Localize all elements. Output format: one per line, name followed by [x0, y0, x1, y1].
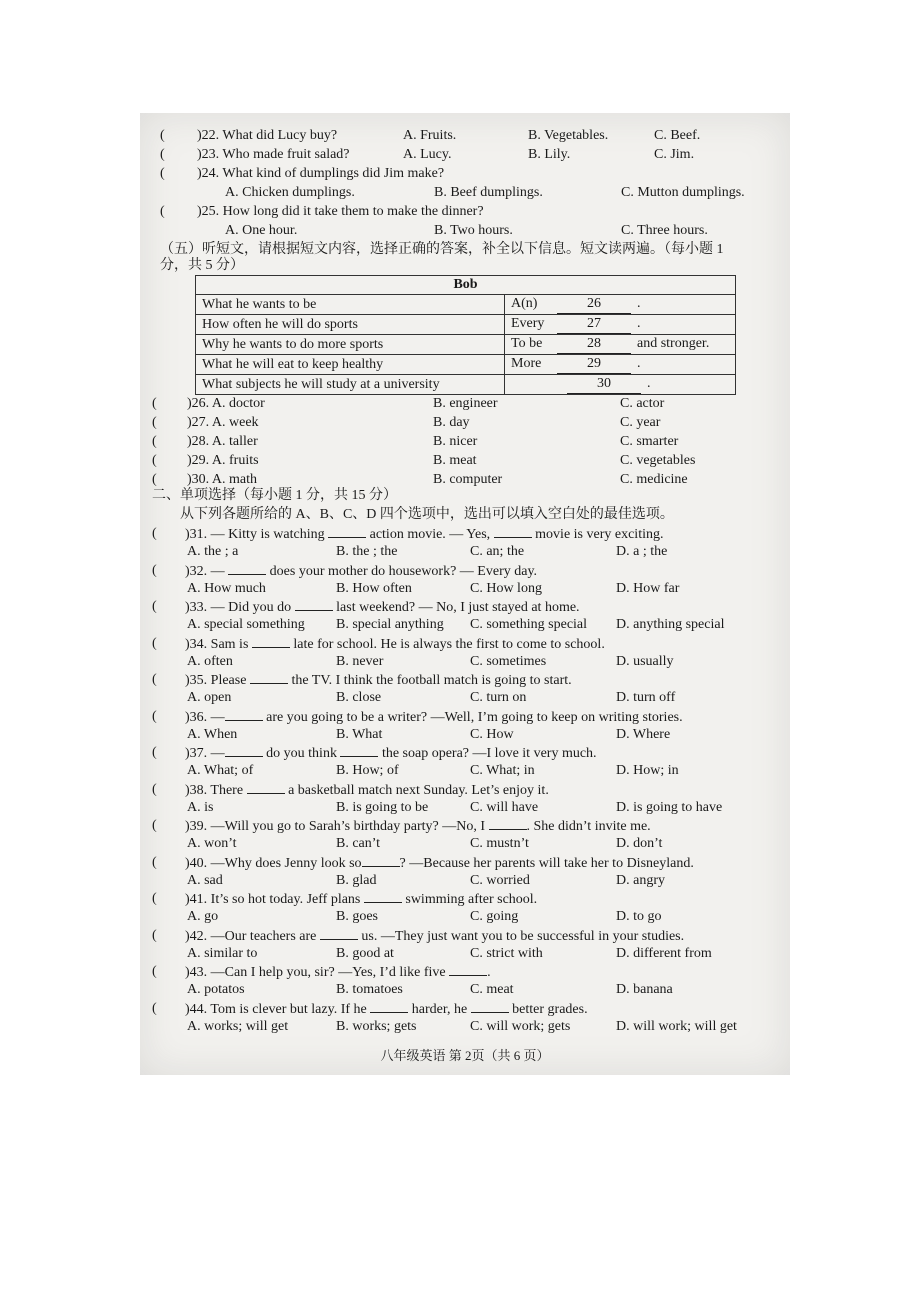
option-b: B. meat	[433, 453, 477, 468]
option-a: A. the ; a	[187, 544, 239, 559]
stem-text: better grades.	[508, 1002, 588, 1017]
question-33	[140, 597, 790, 616]
stem-text: )31. — Kitty is watching	[185, 527, 329, 542]
question-stem: )28. A. taller	[187, 434, 258, 449]
section-5-heading-cont	[140, 256, 790, 275]
option-a: A. is	[187, 800, 214, 815]
question-stem	[185, 999, 588, 1019]
page-footer: 八年级英语 第 2页（共 6 页）	[380, 1048, 550, 1063]
table-row	[196, 375, 736, 395]
answer-prefix: A(n)	[511, 296, 538, 311]
option-d: D. usually	[616, 654, 674, 669]
question-stem: )29. A. fruits	[187, 453, 259, 468]
row-label: How often he will do sports	[196, 315, 505, 335]
answer-blank	[471, 999, 509, 1013]
stem-text: )34. Sam is	[185, 637, 252, 652]
answer-paren: (	[152, 563, 157, 578]
option-b: B. special anything	[336, 617, 444, 632]
answer-blank	[225, 707, 263, 721]
option-a: A. won’t	[187, 836, 237, 851]
stem-text: action movie. — Yes,	[366, 527, 494, 542]
option-d: D. Where	[616, 727, 671, 742]
question-stem	[185, 634, 605, 654]
option-b: B. goes	[336, 909, 378, 924]
stem-text: are you going to be a writer? —Well, I’m going to keep on writing stories.	[262, 710, 683, 725]
stem-text: the TV. I think the football match is going to start.	[287, 673, 572, 688]
option-d: D. a ; the	[616, 544, 668, 559]
stem-text: )35. Please	[185, 673, 250, 688]
question-39	[140, 816, 790, 835]
section-instruction: 从下列各题所给的 A、B、C、D 四个选项中，选出可以填入空白处的最佳选项。	[180, 507, 674, 522]
option-a: A. How much	[187, 581, 266, 596]
stem-text: . She didn’t invite me.	[526, 819, 651, 834]
exam-page	[140, 113, 790, 1075]
answer-prefix: Every	[511, 316, 545, 331]
option-c: C. sometimes	[470, 654, 547, 669]
answer-paren: (	[152, 396, 157, 411]
bob-info-table	[195, 275, 736, 395]
option-b: B. How often	[336, 581, 412, 596]
answer-paren: (	[152, 453, 157, 468]
stem-text: movie is very exciting.	[531, 527, 664, 542]
table-row	[196, 355, 736, 375]
answer-paren: (	[152, 434, 157, 449]
question-stem	[185, 816, 651, 836]
option-d: D. don’t	[616, 836, 663, 851]
question-32	[140, 561, 790, 580]
option-b: B. works; gets	[336, 1019, 417, 1034]
answer-blank	[489, 816, 527, 830]
answer-prefix: To be	[511, 336, 543, 351]
section-heading: 二、单项选择（每小题 1 分，共 15 分）	[152, 488, 397, 503]
stem-text: last weekend? — No, I just stayed at home.	[332, 600, 580, 615]
blank-number: 28	[557, 335, 631, 354]
table-row	[196, 295, 736, 315]
question-stem: )24. What kind of dumplings did Jim make?	[197, 166, 445, 181]
option-d: D. is going to have	[616, 800, 723, 815]
option-b: B. How; of	[336, 763, 399, 778]
option-b: B. Vegetables.	[528, 128, 609, 143]
option-c: C. What; in	[470, 763, 535, 778]
question-42-options	[140, 944, 790, 963]
row-label: Why he wants to do more sports	[196, 335, 505, 355]
answer-paren: (	[152, 855, 157, 870]
question-42	[140, 926, 790, 945]
blank-number: 30	[567, 375, 641, 394]
answer-paren: (	[152, 891, 157, 906]
answer-paren: (	[152, 472, 157, 487]
question-stem	[185, 780, 549, 800]
stem-text: )39. —Will you go to Sarah’s birthday party? —No, I	[185, 819, 489, 834]
answer-blank	[364, 889, 402, 903]
question-44-options	[140, 1017, 790, 1036]
option-c: C. How long	[470, 581, 542, 596]
question-37-options	[140, 761, 790, 780]
option-c: C. will have	[470, 800, 539, 815]
stem-text: )32. —	[185, 564, 229, 579]
option-d: D. turn off	[616, 690, 676, 705]
option-d: D. will work; will get	[616, 1019, 737, 1034]
row-answer	[505, 375, 736, 395]
answer-blank	[449, 962, 487, 976]
section-heading: 分，共 5 分）	[160, 258, 244, 273]
row-answer	[505, 315, 736, 335]
answer-blank	[250, 670, 288, 684]
option-b: B. computer	[433, 472, 503, 487]
question-stem: )23. Who made fruit salad?	[197, 147, 350, 162]
option-a: A. works; will get	[187, 1019, 289, 1034]
question-stem: )30. A. math	[187, 472, 257, 487]
table-row	[196, 315, 736, 335]
answer-paren: (	[152, 928, 157, 943]
option-a: A. Lucy.	[403, 147, 452, 162]
question-stem	[185, 524, 663, 544]
blank-number: 27	[557, 315, 631, 334]
question-33-options	[140, 615, 790, 634]
stem-text: .	[487, 965, 491, 980]
option-a: A. potatos	[187, 982, 245, 997]
option-d: D. to go	[616, 909, 662, 924]
question-stem	[185, 962, 491, 982]
question-43-options	[140, 980, 790, 999]
option-b: B. never	[336, 654, 384, 669]
stem-text: does your mother do housework? — Every day.	[266, 564, 538, 579]
stem-text: do you think	[262, 746, 341, 761]
option-b: B. is going to be	[336, 800, 429, 815]
option-c: C. Jim.	[654, 147, 695, 162]
stem-text: )43. —Can I help you, sir? —Yes, I’d like five	[185, 965, 450, 980]
option-c: C. Beef.	[654, 128, 701, 143]
option-b: B. Beef dumplings.	[434, 185, 543, 200]
option-a: A. often	[187, 654, 233, 669]
answer-suffix: .	[647, 376, 651, 391]
stem-text: )33. — Did you do	[185, 600, 295, 615]
option-d: D. How; in	[616, 763, 679, 778]
option-c: C. actor	[620, 396, 665, 411]
question-stem: )26. A. doctor	[187, 396, 265, 411]
answer-paren: (	[152, 964, 157, 979]
question-41-options	[140, 907, 790, 926]
question-34	[140, 634, 790, 653]
section-heading: （五）听短文，请根据短文内容，选择正确的答案，补全以下信息。短文读两遍。（每小题 1	[160, 242, 724, 257]
question-27	[140, 413, 790, 432]
answer-blank	[225, 743, 263, 757]
option-c: C. How	[470, 727, 514, 742]
question-stem	[185, 707, 683, 727]
question-38	[140, 780, 790, 799]
stem-text: )42. —Our teachers are	[185, 929, 320, 944]
stem-text: late for school. He is always the first to come to school.	[289, 637, 605, 652]
row-label: What he wants to be	[196, 295, 505, 315]
option-a: A. open	[187, 690, 232, 705]
option-b: B. Two hours.	[434, 223, 513, 238]
option-b: B. nicer	[433, 434, 478, 449]
stem-text: )37. —	[185, 746, 225, 761]
question-stem: )22. What did Lucy buy?	[197, 128, 338, 143]
answer-paren: (	[152, 782, 157, 797]
question-25-options	[140, 221, 790, 240]
row-answer	[505, 355, 736, 375]
answer-blank	[328, 524, 366, 538]
question-stem	[185, 670, 572, 690]
question-23	[140, 145, 790, 164]
stem-text: )41. It’s so hot today. Jeff plans	[185, 892, 364, 907]
question-stem	[185, 561, 537, 581]
question-36-options	[140, 725, 790, 744]
question-25	[140, 202, 790, 221]
option-b: B. tomatoes	[336, 982, 403, 997]
option-d: D. different from	[616, 946, 712, 961]
answer-paren: (	[160, 147, 165, 162]
option-a: A. sad	[187, 873, 223, 888]
option-a: A. One hour.	[225, 223, 298, 238]
stem-text: )36. —	[185, 710, 225, 725]
answer-blank	[247, 780, 285, 794]
option-c: C. mustn’t	[470, 836, 529, 851]
option-c: C. Three hours.	[621, 223, 708, 238]
option-c: C. worried	[470, 873, 530, 888]
question-36	[140, 707, 790, 726]
question-stem: )25. How long did it take them to make the dinner?	[197, 204, 484, 219]
answer-suffix: .	[637, 316, 641, 331]
answer-blank	[320, 926, 358, 940]
option-a: A. go	[187, 909, 219, 924]
stem-text: a basketball match next Sunday. Let’s enjoy it.	[284, 783, 549, 798]
option-a: A. similar to	[187, 946, 258, 961]
option-c: C. medicine	[620, 472, 688, 487]
stem-text: the soap opera? —I love it very much.	[378, 746, 597, 761]
answer-paren: (	[152, 672, 157, 687]
option-b: B. good at	[336, 946, 394, 961]
question-stem	[185, 743, 597, 763]
answer-paren: (	[152, 636, 157, 651]
question-38-options	[140, 798, 790, 817]
stem-text: swimming after school.	[401, 892, 538, 907]
answer-prefix: More	[511, 356, 542, 371]
section-2-heading	[140, 486, 790, 505]
stem-text: )38. There	[185, 783, 247, 798]
answer-blank	[228, 561, 266, 575]
question-41	[140, 889, 790, 908]
stem-text: )44. Tom is clever but lazy. If he	[185, 1002, 371, 1017]
question-29	[140, 451, 790, 470]
option-b: B. day	[433, 415, 470, 430]
question-24	[140, 164, 790, 183]
option-a: A. special something	[187, 617, 305, 632]
question-35	[140, 670, 790, 689]
option-c: C. year	[620, 415, 661, 430]
answer-paren: (	[152, 526, 157, 541]
question-26	[140, 394, 790, 413]
option-b: B. What	[336, 727, 383, 742]
question-40-options	[140, 871, 790, 890]
question-34-options	[140, 652, 790, 671]
table-row	[196, 335, 736, 355]
question-stem	[185, 889, 537, 909]
option-c: C. going	[470, 909, 519, 924]
question-31	[140, 524, 790, 543]
option-c: C. smarter	[620, 434, 679, 449]
question-28	[140, 432, 790, 451]
answer-paren: (	[152, 818, 157, 833]
blank-number: 26	[557, 295, 631, 314]
option-d: D. banana	[616, 982, 673, 997]
question-37	[140, 743, 790, 762]
option-d: D. angry	[616, 873, 665, 888]
stem-text: us. —They just want you to be successful in your studies.	[357, 929, 685, 944]
option-b: B. the ; the	[336, 544, 398, 559]
option-b: B. can’t	[336, 836, 381, 851]
question-stem	[185, 853, 694, 873]
answer-blank	[295, 597, 333, 611]
option-b: B. close	[336, 690, 382, 705]
answer-blank	[494, 524, 532, 538]
answer-suffix: .	[637, 296, 641, 311]
answer-blank	[362, 853, 400, 867]
row-label: What subjects he will study at a university	[196, 375, 505, 395]
question-32-options	[140, 579, 790, 598]
answer-paren: (	[160, 128, 165, 143]
question-stem	[185, 597, 580, 617]
option-c: C. meat	[470, 982, 514, 997]
stem-text: ? —Because her parents will take her to Disneyland.	[399, 856, 694, 871]
section-2-instruction	[140, 505, 790, 524]
answer-paren: (	[152, 415, 157, 430]
question-35-options	[140, 688, 790, 707]
question-22	[140, 126, 790, 145]
option-b: B. Lily.	[528, 147, 571, 162]
option-c: C. strict with	[470, 946, 543, 961]
answer-paren: (	[152, 745, 157, 760]
answer-paren: (	[160, 166, 165, 181]
option-c: C. an; the	[470, 544, 525, 559]
answer-paren: (	[152, 1001, 157, 1016]
answer-paren: (	[160, 204, 165, 219]
option-a: A. Fruits.	[403, 128, 457, 143]
answer-blank	[340, 743, 378, 757]
answer-paren: (	[152, 599, 157, 614]
row-answer	[505, 295, 736, 315]
question-44	[140, 999, 790, 1018]
answer-suffix: .	[637, 356, 641, 371]
option-c: C. something special	[470, 617, 588, 632]
answer-suffix: and stronger.	[637, 336, 710, 351]
question-40	[140, 853, 790, 872]
option-a: A. Chicken dumplings.	[225, 185, 355, 200]
stem-text: harder, he	[408, 1002, 471, 1017]
option-d: D. How far	[616, 581, 680, 596]
answer-blank	[370, 999, 408, 1013]
question-stem: )27. A. week	[187, 415, 259, 430]
question-24-options	[140, 183, 790, 202]
option-a: A. When	[187, 727, 238, 742]
question-stem	[185, 926, 684, 946]
option-a: A. What; of	[187, 763, 254, 778]
option-b: B. glad	[336, 873, 377, 888]
option-d: D. anything special	[616, 617, 725, 632]
answer-paren: (	[152, 709, 157, 724]
table-title: Bob	[196, 276, 736, 295]
answer-blank	[252, 634, 290, 648]
question-43	[140, 962, 790, 981]
option-c: C. vegetables	[620, 453, 696, 468]
row-label: What he will eat to keep healthy	[196, 355, 505, 375]
option-c: C. Mutton dumplings.	[621, 185, 745, 200]
question-39-options	[140, 834, 790, 853]
option-b: B. engineer	[433, 396, 498, 411]
option-c: C. will work; gets	[470, 1019, 571, 1034]
option-c: C. turn on	[470, 690, 527, 705]
stem-text: )40. —Why does Jenny look so	[185, 856, 362, 871]
question-31-options	[140, 542, 790, 561]
blank-number: 29	[557, 355, 631, 374]
row-answer	[505, 335, 736, 355]
